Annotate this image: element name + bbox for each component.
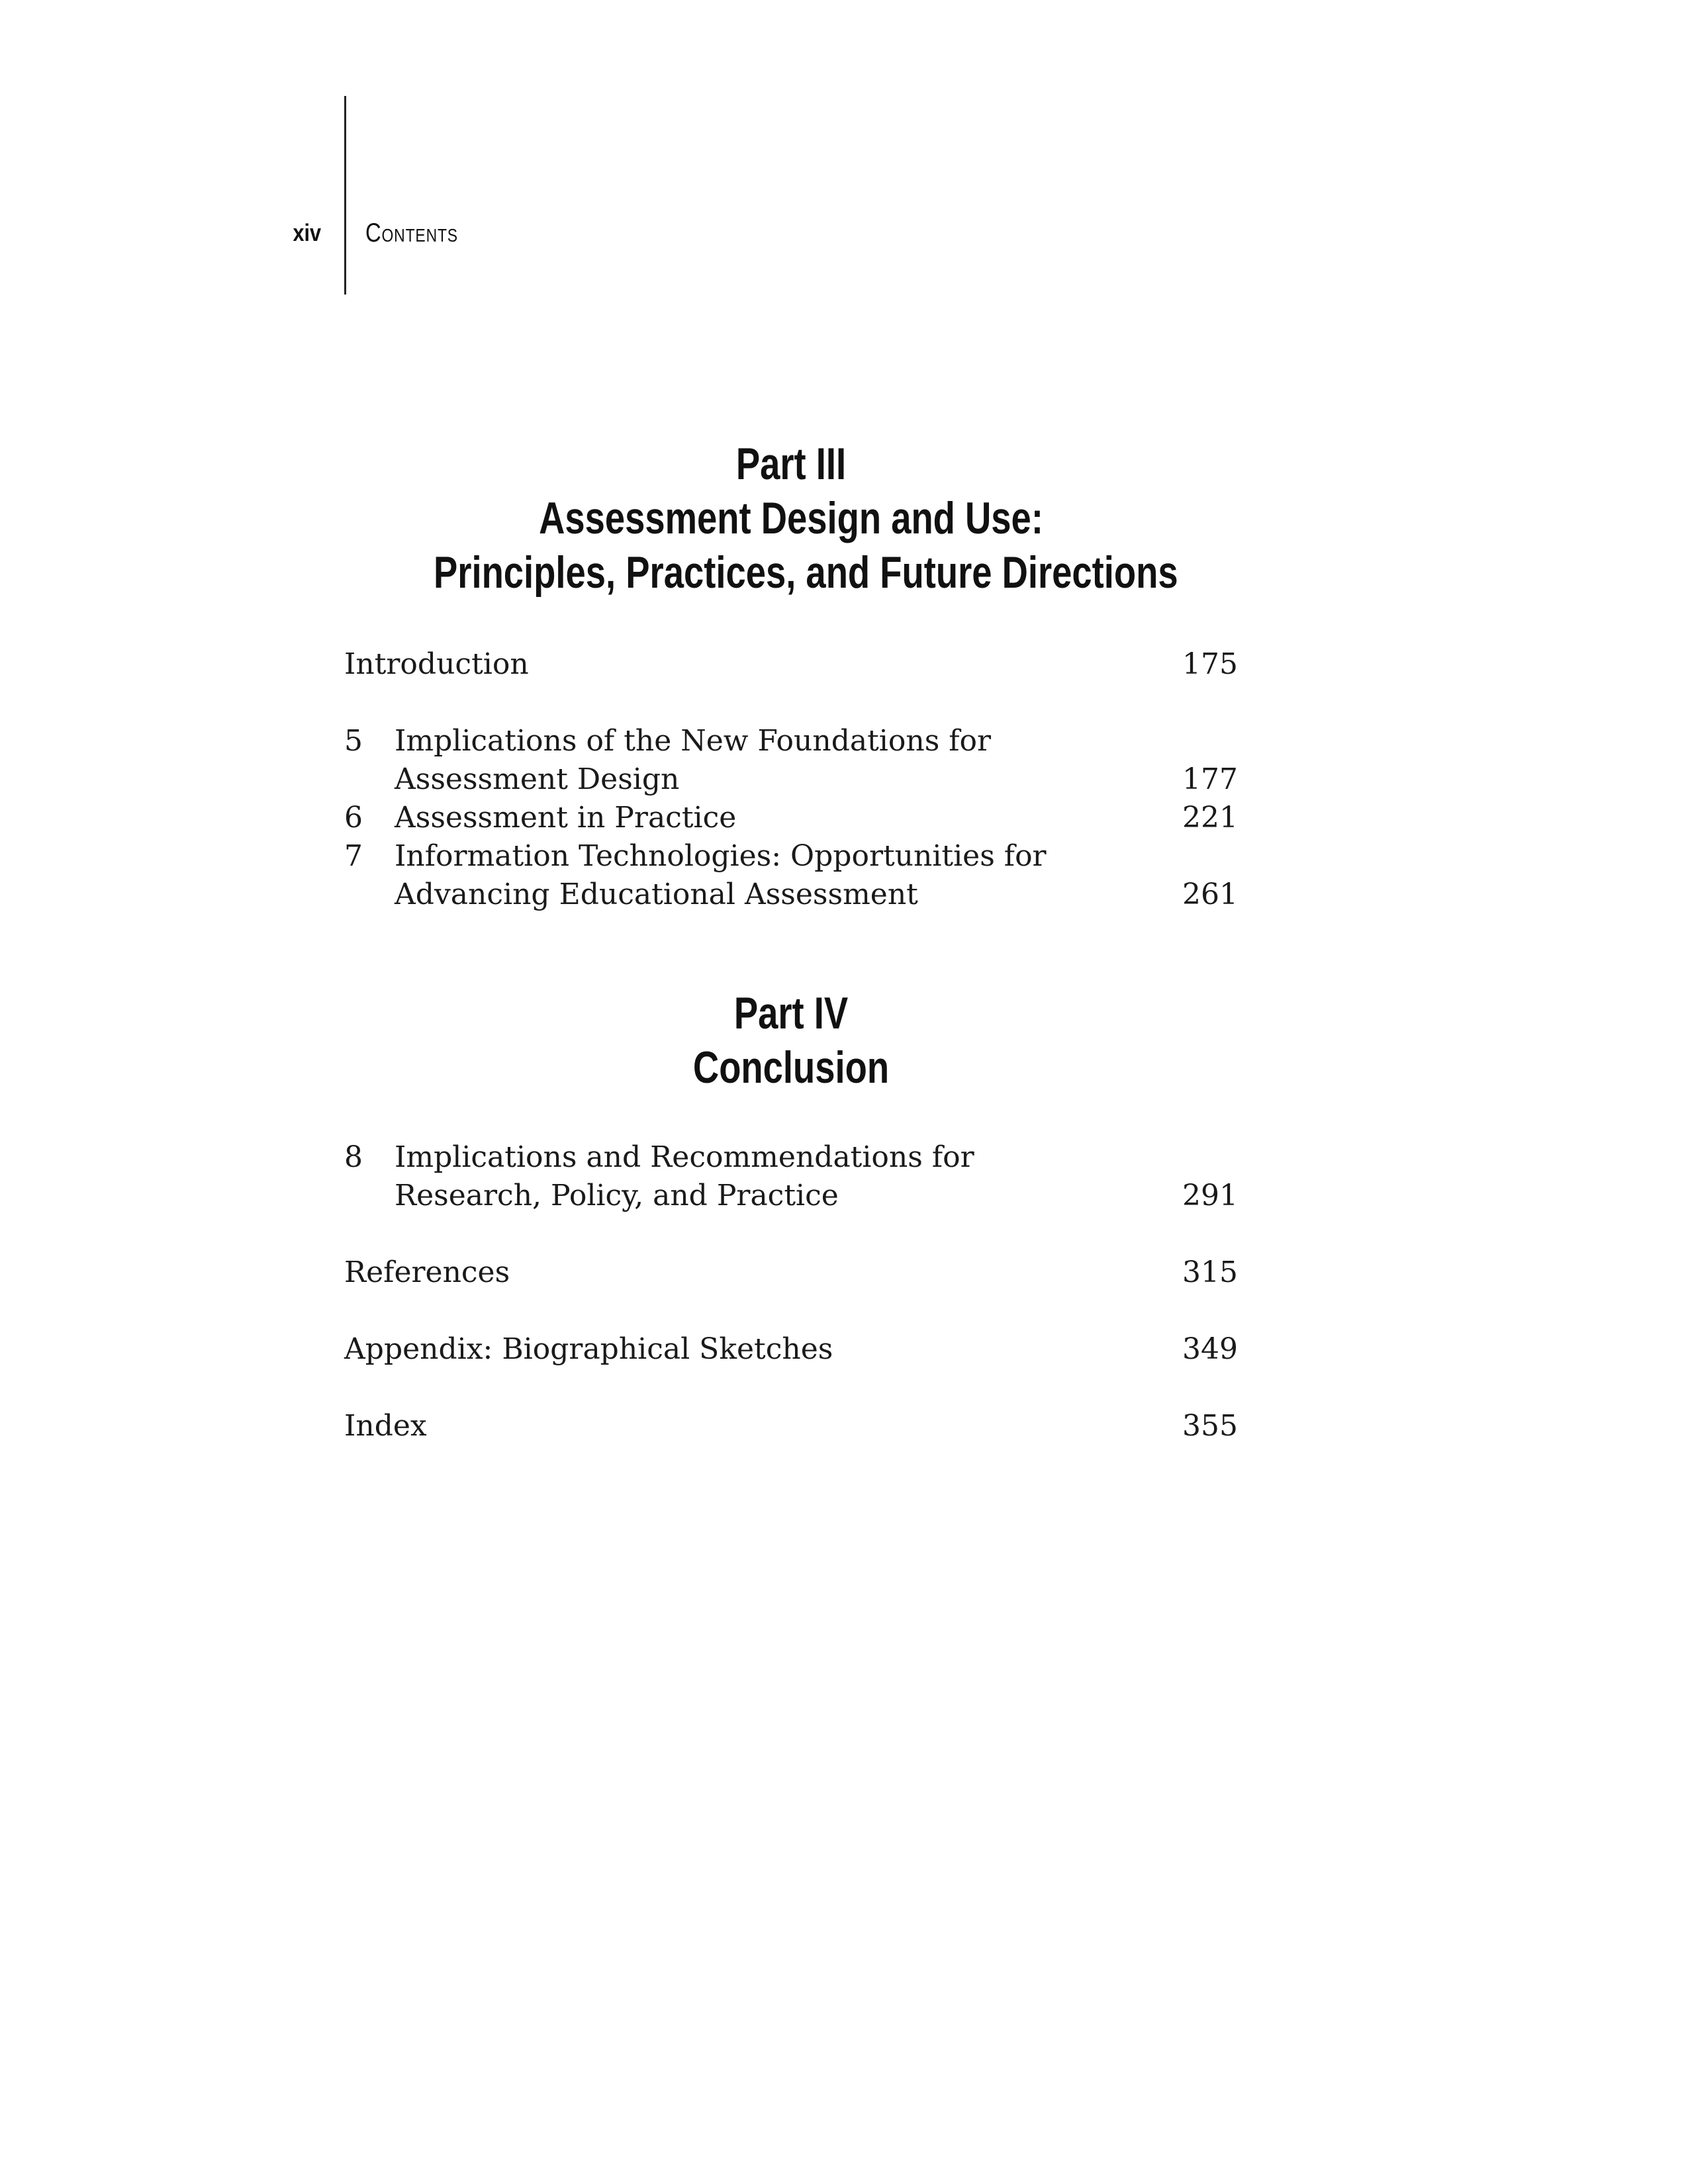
toc-entry-chapter-8[interactable] [344,1138,1238,1215]
part-3-title-line-1: Assessment Design and Use: [539,493,1043,543]
part-4-heading [344,986,1238,1095]
part-3-contents [344,645,1238,914]
toc-entry-chapter-6[interactable] [344,799,1238,837]
part-3-title-line-2: Principles, Practices, and Future Directions [434,547,1178,598]
chapter-title-line-1: Implications of the New Foundations for [395,724,992,758]
toc-entry-title: Introduction [344,647,529,681]
part-4-title: Conclusion [692,1042,890,1093]
toc-entry-index[interactable] [344,1407,1238,1445]
running-head-rule [344,96,346,295]
chapter-title-line-2: Assessment Design [395,762,680,796]
toc-entry-chapter-5[interactable] [344,722,1238,799]
toc-entry-page: 291 [1182,1179,1238,1212]
part-3-label: Part III [735,439,847,489]
chapter-number: 5 [344,724,363,758]
toc-entry-title: References [344,1255,510,1289]
toc-entry-references[interactable] [344,1253,1238,1292]
toc-entry-page: 261 [1182,878,1238,911]
chapter-title-line-2: Research, Policy, and Practice [395,1179,839,1212]
toc-entry-page: 315 [1182,1255,1238,1289]
running-head [0,0,1688,304]
chapter-title-line-2: Advancing Educational Assessment [395,878,918,911]
chapter-title-line-1: Information Technologies: Opportunities for [395,839,1047,873]
toc-entry-page: 221 [1182,801,1238,835]
toc-entry-chapter-7[interactable] [344,837,1238,914]
chapter-title-line-1: Implications and Recommendations for [395,1140,974,1174]
spacer [344,1369,1238,1407]
toc-entry-page: 355 [1182,1409,1238,1443]
chapter-number: 8 [344,1140,363,1174]
part-3-heading [344,437,1238,600]
toc-entry-title: Index [344,1409,427,1443]
toc-entry-appendix[interactable] [344,1330,1238,1369]
toc-entry-introduction[interactable] [344,645,1238,684]
running-head-title: Contents [365,218,458,248]
spacer [344,1292,1238,1330]
toc-entry-page: 177 [1182,762,1238,796]
chapter-number: 6 [344,801,363,835]
part-4-contents [344,1138,1238,1445]
chapter-number: 7 [344,839,363,873]
page-number: xiv [293,219,321,246]
toc-entry-page: 175 [1182,647,1238,681]
spacer [344,684,1238,722]
part-4-label: Part IV [733,988,849,1038]
spacer [344,1215,1238,1253]
toc-entry-title: Appendix: Biographical Sketches [344,1332,833,1366]
toc-entry-page: 349 [1182,1332,1238,1366]
chapter-title-line-1: Assessment in Practice [395,801,737,835]
